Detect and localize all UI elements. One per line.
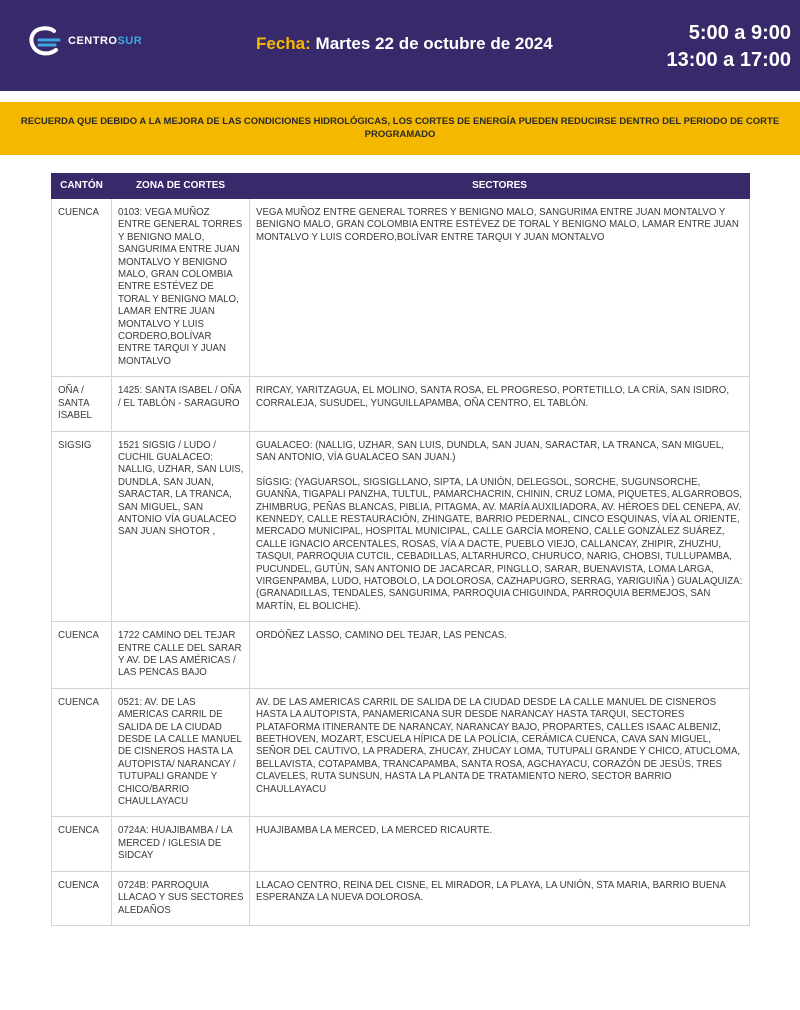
zona-cell: 0724B: PARROQUIA LLACAO Y SUS SECTORES ALEDAÑOS: [112, 871, 250, 925]
canton-cell: CUENCA: [52, 688, 112, 817]
centrosur-logo: [28, 26, 178, 58]
header-divider: [0, 91, 800, 102]
canton-cell: SIGSIG: [52, 431, 112, 622]
logo-wordmark: CENTROSUR: [68, 35, 143, 47]
zona-cell: 1722 CAMINO DEL TEJAR ENTRE CALLE DEL SARAR Y AV. DE LAS AMÉRICAS / LAS PENCAS BAJO: [112, 622, 250, 689]
canton-cell: CUENCA: [52, 871, 112, 925]
date-display: [256, 34, 553, 54]
table-row: [52, 431, 750, 622]
column-header-sectores: SECTORES: [250, 174, 750, 199]
zona-cell: 0724A: HUAJIBAMBA / LA MERCED / IGLESIA DE SIDCAY: [112, 817, 250, 871]
sectores-cell: AV. DE LAS AMERICAS CARRIL DE SALIDA DE LA CIUDAD DESDE LA CALLE MANUEL DE CISNEROS HASTA LA AUTOPISTA, PANAMERICANA SUR DESDE NARANCAY HASTA TARQUI, SECTORES PLATAFORMA ITINERANTE DE NARANCAY, NARANCAY BAJO, PROPARTES, CALLES ISAAC ALBENIZ, BEETHOVEN, MOZART, ESCUELA HÍPICA DE LA POLÍCIA, CERÁMICA CUENCA, CAVA SAN MIGUEL, SEÑOR DEL CAUTIVO, LA PRADERA, ZHUCAY, ZHUCAY LOMA, TUTUPALI GRANDE Y CHICO, ATUCLOMA, BELLAVISTA, COTAPAMBA, TRANCAPAMBA, SANTA ROSA, AGCHAYACU, CORAZÓN DE JESÚS, TRES CLAVELES, RUTA SUNSUN, HASTA LA PLANTA DE TRATAMIENTO NERO, SECTOR BARRIO CHAULLAYACU: [250, 688, 750, 817]
zona-cell: 1521 SIGSIG / LUDO / CUCHIL GUALACEO: NALLIG, UZHAR, SAN LUIS, DUNDLA, SAN JUAN, SARACTAR, LA TRANCA, SAN MIGUEL, SAN ANTONIO VÍA GUALACEO SAN JUAN SHOTOR ,: [112, 431, 250, 622]
sectores-cell: LLACAO CENTRO, REINA DEL CISNE, EL MIRADOR, LA PLAYA, LA UNIÓN, STA MARIA, BARRIO BUENA ESPERANZA LA NUEVA DOLOROSA.: [250, 871, 750, 925]
zona-cell: 0103: VEGA MUÑOZ ENTRE GENERAL TORRES Y BENIGNO MALO, SANGURIMA ENTRE JUAN MONTALVO Y BENIGNO MALO, GRAN COLOMBIA ENTRE ESTÉVEZ DE TORAL Y BENIGNO MALO, LAMAR ENTRE JUAN MONTALVO Y LUIS CORDERO,BOLÍVAR ENTRE TARQUI Y JUAN MONTALVO: [112, 199, 250, 377]
column-header-zona: ZONA DE CORTES: [112, 174, 250, 199]
sectores-cell: GUALACEO: (NALLIG, UZHAR, SAN LUIS, DUNDLA, SAN JUAN, SARACTAR, LA TRANCA, SAN MIGUEL, SAN ANTONIO, VÍA GUALACEO SAN JUAN.) SÍGSIG: (YAGUARSOL, SIGSIGLLANO, SIPTA, LA UNIÓN, DELEGSOL, SORCHE, SUGUNSORCHE, GUANÑA, TIGAPALI PANZHA, TULTUL, PAMARCHACRIN, CHININ, CRUZ LOMA, PIQUETES, ALGARROBOS, ZHIMBRUG, PEÑAS BLANCAS, PIBLIA, PITAGMA, AV. MARÍA AUXILIADORA, AV. HÉROES DEL CENEPA, AV. KENNEDY, CALLE RESTAURACIÓN, ZHINGATE, BARRIO PEDERNAL, CINCO ESQUINAS, VÍA AL ORIENTE, MERCADO MUNICIPAL, HOSPITAL MUNICIPAL, CALLE GARCÍA MORENO, CALLE GONZÁLEZ SUÁREZ, CALLE IGNACIO ARCENTALES, ROSAS, VÍA A DACTE, PUEBLO VIEJO, CALLANCAY, ZHIPIR, ZHUZHU, TASQUI, PARROQUIA CUTCIL, CEBADILLAS, ALTARHURCO, CHURUCO, NARIG, CHOBSI, TULLUPAMBA, PUCUNDEL, GUTÚN, SAN ANTONIO DE JACARCAR, PINGLLO, SARAR, BUENAVISTA, LOMA LARGA, VIRGENPAMBA, LUDO, HATOBOLO, LA DOLOROSA, CAZHAPUGRO, SERRAG, YARIGUIÑA ) GUALAQUIZA: (GRANADILLAS, TENDALES, SANGURIMA, PARROQUIA CHIGUINDA, PARROQUIA BERMEJOS, SAN MARTÍN, EL BOLICHE).: [250, 431, 750, 622]
table-header-row: [52, 174, 750, 199]
hours-slot-2: 13:00 a 17:00: [666, 49, 791, 71]
table-row: [52, 817, 750, 871]
page-header: [0, 0, 800, 91]
canton-cell: CUENCA: [52, 622, 112, 689]
sectores-cell: HUAJIBAMBA LA MERCED, LA MERCED RICAURTE.: [250, 817, 750, 871]
canton-cell: OÑA / SANTA ISABEL: [52, 377, 112, 431]
canton-cell: CUENCA: [52, 199, 112, 377]
sectores-cell: RIRCAY, YARITZAGUA, EL MOLINO, SANTA ROSA, EL PROGRESO, PORTETILLO, LA CRÍA, SAN ISIDRO, CORRALEJA, SUSUDEL, YUNGUILLAPAMBA, OÑA CENTRO, EL TABLÓN.: [250, 377, 750, 431]
canton-cell: CUENCA: [52, 817, 112, 871]
table-row: [52, 622, 750, 689]
zona-cell: 1425: SANTA ISABEL / OÑA / EL TABLÓN - SARAGURO: [112, 377, 250, 431]
date-value: Martes 22 de octubre de 2024: [315, 34, 553, 53]
hours-slot-1: 5:00 a 9:00: [688, 22, 791, 44]
sectores-cell: VEGA MUÑOZ ENTRE GENERAL TORRES Y BENIGNO MALO, SANGURIMA ENTRE JUAN MONTALVO Y BENIGNO MALO, GRAN COLOMBIA ENTRE ESTÉVEZ DE TORAL Y BENIGNO MALO, LAMAR ENTRE JUAN MONTALVO Y LUIS CORDERO,BOLÍVAR ENTRE TARQUI Y JUAN MONTALVO: [250, 199, 750, 377]
notice-banner: RECUERDA QUE DEBIDO A LA MEJORA DE LAS CONDICIONES HIDROLÓGICAS, LOS CORTES DE ENERGÍA PUEDEN REDUCIRSE DENTRO DEL PERIODO DE CORTE PROGRAMADO: [0, 102, 800, 155]
zona-cell: 0521: AV. DE LAS AMERICAS CARRIL DE SALIDA DE LA CIUDAD DESDE LA CALLE MANUEL DE CISNEROS HASTA LA AUTOPISTA/ NARANCAY / TUTUPALI GRANDE Y CHICO/BARRIO CHAULLAYACU: [112, 688, 250, 817]
date-label: Fecha:: [256, 34, 311, 53]
table-row: [52, 199, 750, 377]
table-row: [52, 377, 750, 431]
outage-hours: [666, 20, 791, 74]
column-header-canton: CANTÓN: [52, 174, 112, 199]
table-row: [52, 688, 750, 817]
sectores-cell: ORDÓÑEZ LASSO, CAMINO DEL TEJAR, LAS PENCAS.: [250, 622, 750, 689]
outage-table: [51, 173, 750, 926]
table-row: [52, 871, 750, 925]
centrosur-logo-icon: [28, 26, 64, 58]
